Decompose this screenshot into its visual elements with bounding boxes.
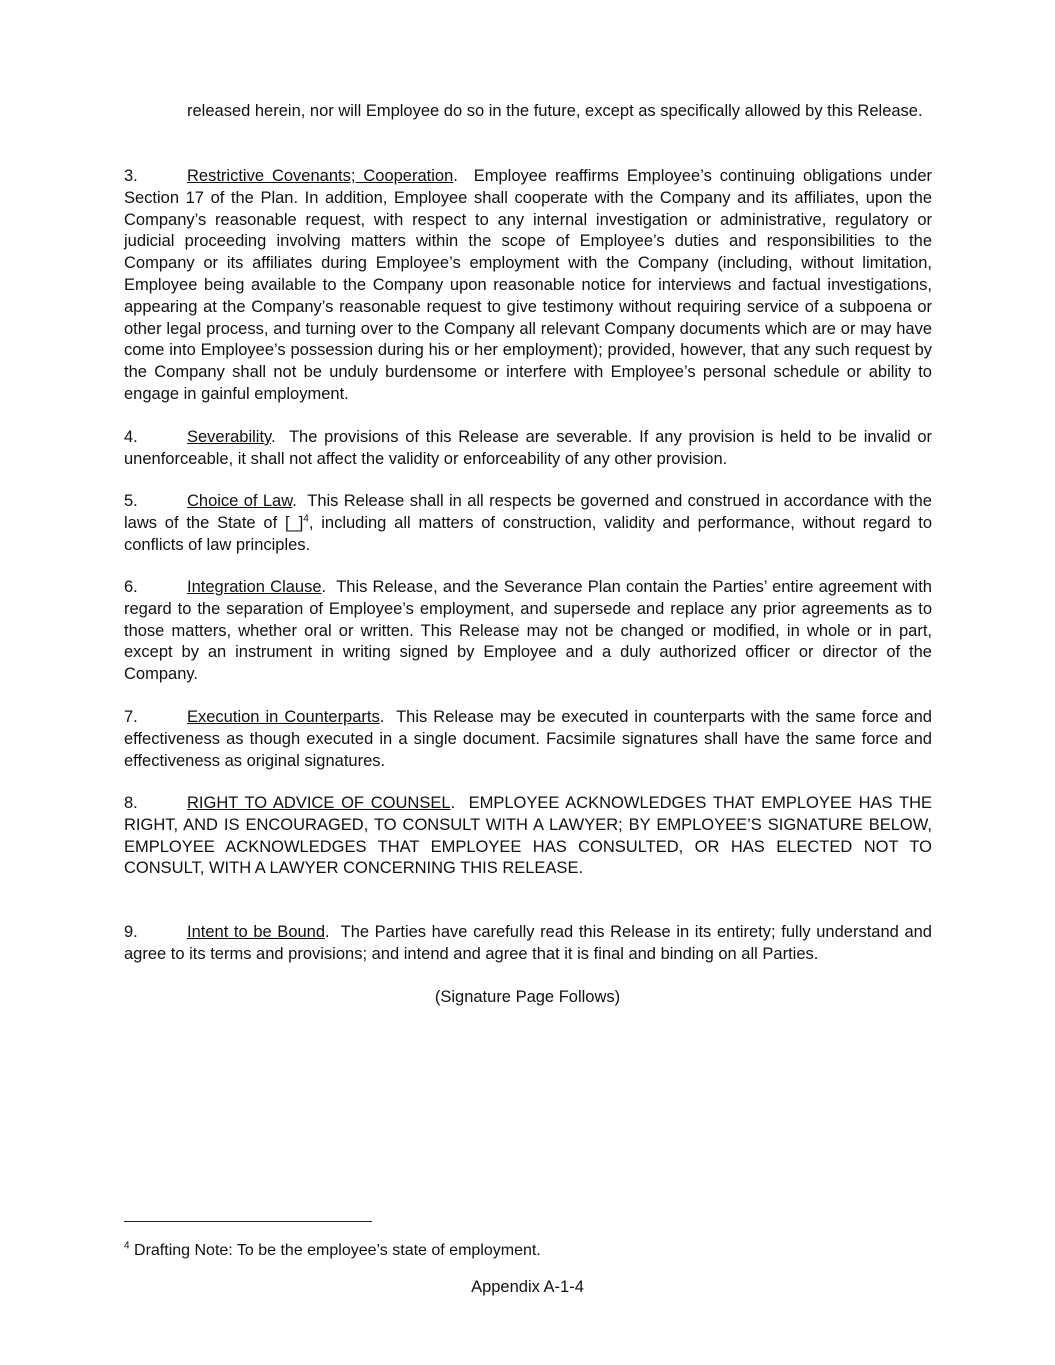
footnote: [124, 1242, 541, 1260]
signature-page-note: (Signature Page Follows): [434, 988, 621, 1006]
section-title: Intent to be Bound: [187, 923, 326, 941]
page-footer: Appendix A-1-4: [471, 1278, 584, 1296]
section-8: 8. RIGHT TO ADVICE OF COUNSEL. EMPLOYEE ACKNOWLEDGES THAT EMPLOYEE HAS THE RIGHT, AND IS ENCOURAGED, TO CONSULT WITH A LAWYER; BY EMPLOYEE’S SIGNATURE BELOW, EMPLOYEE ACKNOWLEDGES THAT EMPLOYEE HAS CONSULTED, OR HAS ELECTED NOT TO CONSULT, WITH A LAWYER CONCERNING THIS RELEASE.: [124, 793, 932, 880]
continuation-paragraph: released herein, nor will Employee do so in the future, except as specifically allowed by this Release.: [187, 102, 923, 120]
section-4: 4. Severability. The provisions of this Release are severable. If any provision is held to be invalid or unenforceable, it shall not affect the validity or enforceability of any other provision.: [124, 427, 932, 471]
section-text: , including all matters of construction, validity and performance, without regard to conflicts of law principles.: [124, 513, 932, 554]
section-6: 6. Integration Clause. This Release, and the Severance Plan contain the Parties’ entire agreement with regard to the separation of Employee’s employment, and supersede and replace any prior agreements as to those matters, whether oral or written. This Release may not be changed or modified, in whole or in part, except by an instrument in writing signed by Employee and a duly authorized officer or director of the Company.: [124, 577, 932, 686]
section-9: 9. Intent to be Bound. The Parties have carefully read this Release in its entirety; fully understand and agree to its terms and provisions; and intend and agree that it is final and binding on all Parties.: [124, 922, 932, 966]
footnote-marker: 4: [124, 1240, 130, 1252]
footnote-text: Drafting Note: To be the employee’s state of employment.: [134, 1242, 541, 1259]
section-text: The provisions of this Release are severable. If any provision is held to be invalid or unenforceable, it shall not affect the validity or enforceability of any other provision.: [124, 428, 932, 468]
section-number: 9.: [124, 923, 138, 941]
section-number: 6.: [124, 578, 138, 596]
section-number: 5.: [124, 492, 138, 510]
section-title: Execution in Counterparts: [187, 708, 380, 726]
section-3: 3. Restrictive Covenants; Cooperation. Employee reaffirms Employee’s continuing obligations under Section 17 of the Plan. In addition, Employee shall cooperate with the Company and its affiliates, upon the Company’s reasonable request, with respect to any internal investigation or administrative, regulatory or judicial proceeding involving matters within the scope of Employee’s duties and responsibilities to the Company or its affiliates during Employee’s employment with the Company (including, without limitation, Employee being available to the Company upon reasonable notice for interviews and factual investigations, appearing at the Company’s reasonable request to give testimony without requiring service of a subpoena or other legal process, and turning over to the Company all relevant Company documents which are or may have come into Employee’s possession during his or her employment); provided, however, that any such request by the Company shall not be unduly burdensome or interfere with Employee’s personal schedule or ability to engage in gainful employment.: [124, 166, 932, 406]
section-title: Severability: [187, 428, 272, 446]
section-text: EMPLOYEE ACKNOWLEDGES THAT EMPLOYEE HAS THE RIGHT, AND IS ENCOURAGED, TO CONSULT WITH A LAWYER; BY EMPLOYEE’S SIGNATURE BELOW, EMPLOYEE ACKNOWLEDGES THAT EMPLOYEE HAS CONSULTED, OR HAS ELECTED NOT TO CONSULT, WITH A LAWYER CONCERNING THIS RELEASE.: [124, 794, 932, 878]
section-number: 7.: [124, 708, 138, 726]
section-7: 7. Execution in Counterparts. This Release may be executed in counterparts with the same force and effectiveness as though executed in a single document. Facsimile signatures shall have the same force and effectiveness as original signatures.: [124, 707, 932, 772]
section-number: 3.: [124, 167, 138, 185]
section-text: This Release may be executed in counterparts with the same force and effectiveness as though executed in a single document. Facsimile signatures shall have the same force and effectiveness as original signatures.: [124, 708, 932, 770]
footnote-reference: 4: [303, 513, 309, 525]
section-number: 8.: [124, 794, 138, 812]
footnote-divider: [124, 1221, 372, 1222]
section-title: Restrictive Covenants; Cooperation: [187, 167, 454, 185]
section-title: Choice of Law: [187, 492, 293, 510]
section-5: 5. Choice of Law. This Release shall in all respects be governed and construed in accordance with the laws of the State of [_]$^4$, including all matters of construction, validity and performance, without regard to conflicts of law principles.: [124, 491, 932, 556]
section-text: Employee reaffirms Employee’s continuing obligations under Section 17 of the Plan. In addition, Employee shall cooperate with the Company and its affiliates, upon the Company’s reasonable request, with respect to any internal investigation or administrative, regulatory or judicial proceeding involving matters within the scope of Employee’s duties and responsibilities to the Company or its affiliates during Employee’s employment with the Company (including, without limitation, Employee being available to the Company upon reasonable notice for interviews and factual investigations, appearing at the Company’s reasonable request to give testimony without requiring service of a subpoena or other legal process, and turning over to the Company all relevant Company documents which are or may have come into Employee’s possession during his or her employment); provided, however, that any such request by the Company shall not be unduly burdensome or interfere with Employee’s personal schedule or ability to engage in gainful employment.: [124, 167, 932, 403]
section-text: This Release shall in all respects be governed and construed in accordance with the laws of the State of [_]: [124, 492, 932, 532]
section-text: This Release, and the Severance Plan contain the Parties’ entire agreement with regard to the separation of Employee’s employment, and supersede and replace any prior agreements as to those matters, whether oral or written. This Release may not be changed or modified, in whole or in part, except by an instrument in writing signed by Employee and a duly authorized officer or director of the Company.: [124, 578, 932, 684]
section-text: The Parties have carefully read this Release in its entirety; fully understand and agree to its terms and provisions; and intend and agree that it is final and binding on all Parties.: [124, 923, 932, 963]
section-title: RIGHT TO ADVICE OF COUNSEL: [187, 794, 451, 812]
section-title: Integration Clause: [187, 578, 322, 596]
section-number: 4.: [124, 428, 138, 446]
